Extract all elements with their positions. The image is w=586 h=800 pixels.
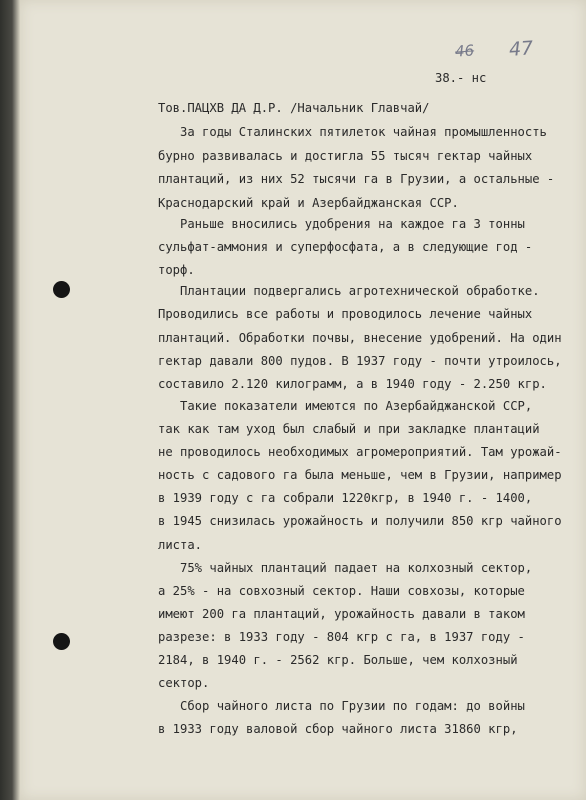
text-line: Сбор чайного листа по Грузии по годам: до войны [158, 699, 525, 713]
text-line: плантаций. Обработки почвы, внесение удобрений. На один [158, 331, 562, 345]
archive-page-number: 47 [508, 37, 534, 61]
archive-old-number: 46 [454, 41, 475, 61]
text-line: в 1939 году с га собрали 1220кгр, в 1940 г. - 1400, [158, 491, 533, 505]
text-line: 2184, в 1940 г. - 2562 кгр. Больше, чем колхозный [158, 653, 518, 667]
text-line: не проводилось необходимых агромероприятий. Там урожай- [158, 445, 562, 459]
text-line: листа. [158, 538, 203, 552]
text-line: Такие показатели имеются по Азербайджанской ССР, [158, 399, 533, 413]
text-line: Раньше вносились удобрения на каждое га 3 тонны [158, 217, 525, 231]
speaker-heading: Тов.ПАЦХВ ДА Д.Р. /Начальник Главчай/ [158, 101, 430, 115]
page-number: 38.- нс [435, 71, 487, 85]
text-line: гектар давали 800 пудов. В 1937 году - почти утроилось, [158, 354, 562, 368]
text-line: так как там уход был слабый и при закладке плантаций [158, 422, 540, 436]
text-line: сульфат-аммония и суперфосфата, а в следующие год - [158, 240, 533, 254]
text-line: 75% чайных плантаций падает на колхозный сектор, [158, 561, 533, 575]
text-line: ность с садового га была меньше, чем в Грузии, например [158, 468, 562, 482]
text-line: Плантации подвергались агротехнической обработке. [158, 284, 540, 298]
text-line: За годы Сталинских пятилеток чайная промышленность [158, 125, 547, 139]
text-line: Проводились все работы и проводилось лечение чайных [158, 307, 533, 321]
text-line: плантаций, из них 52 тысячи га в Грузии, а остальные - [158, 172, 555, 186]
text-line: Краснодарский край и Азербайджанская ССР. [158, 196, 459, 210]
binder-edge [0, 0, 20, 800]
text-line: составило 2.120 килограмм, а в 1940 году - 2.250 кгр. [158, 377, 547, 391]
text-line: в 1933 году валовой сбор чайного листа 31860 кгр, [158, 722, 518, 736]
punch-hole [53, 281, 70, 298]
punch-hole [53, 633, 70, 650]
text-line: имеют 200 га плантаций, урожайность давали в таком [158, 607, 525, 621]
text-line: в 1945 снизилась урожайность и получили 850 кгр чайного [158, 514, 562, 528]
text-line: разрезе: в 1933 году - 804 кгр с га, в 1937 году - [158, 630, 525, 644]
text-line: бурно развивалась и достигла 55 тысяч гектар чайных [158, 149, 533, 163]
text-line: торф. [158, 263, 195, 277]
text-line: сектор. [158, 676, 210, 690]
text-line: а 25% - на совхозный сектор. Наши совхозы, которые [158, 584, 525, 598]
